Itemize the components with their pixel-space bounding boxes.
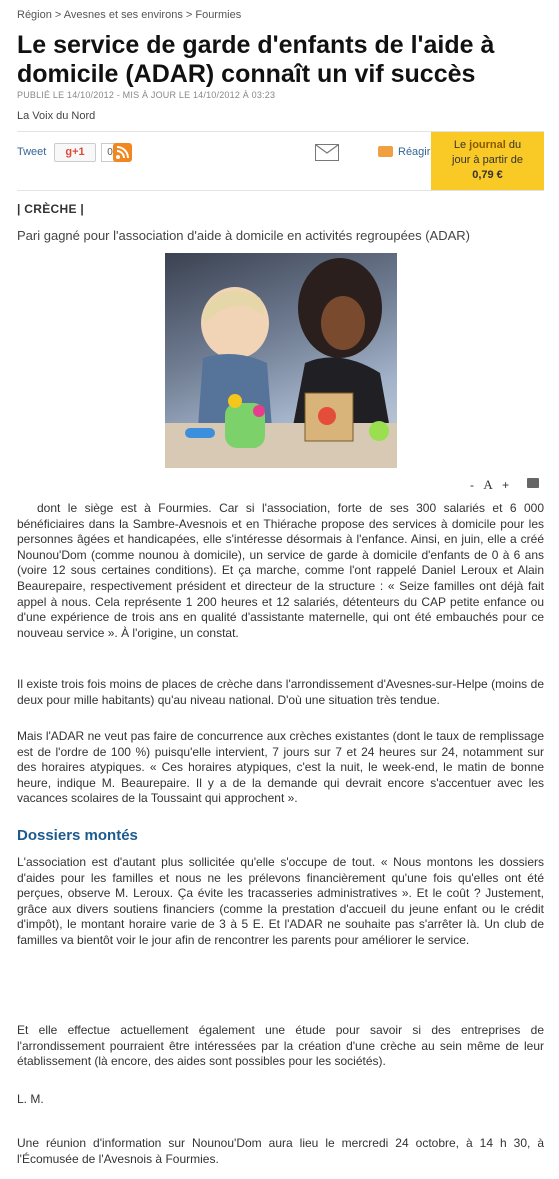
react-link[interactable]: Réagir — [398, 146, 431, 158]
paragraph-info: Une réunion d'information sur Nounou'Dom aura lieu le mercredi 24 octobre, à 14 h 30, à l'Écomusée de l'Avesnois à Fourmies. — [17, 1136, 544, 1166]
share-bar — [17, 131, 544, 191]
promo-line2: jour à partir de — [452, 154, 523, 166]
article-lede: Pari gagné pour l'association d'aide à domicile en activités regroupées (ADAR) — [17, 228, 470, 243]
increase-font-button[interactable]: + — [502, 478, 510, 492]
article-source: La Voix du Nord — [17, 110, 96, 122]
breadcrumb[interactable]: Région > Avesnes et ses environs > Fourmies — [17, 9, 242, 21]
article-title: Le service de garde d'enfants de l'aide à domicile (ADAR) connaît un vif succès — [17, 31, 495, 88]
publish-date: PUBLIÉ LE 14/10/2012 - MIS À JOUR LE 14/10/2012 À 03:23 — [17, 90, 276, 100]
text-size-tools — [470, 477, 515, 493]
section-subhead: Dossiers montés — [17, 827, 138, 844]
author-initials: L. M. — [17, 1092, 44, 1106]
gplus-count: 0 — [101, 143, 119, 162]
paragraph-3: Mais l'ADAR ne veut pas faire de concurrence aux crèches existantes (dont le taux de remplissage est de l'ordre de 100 %) puisqu'elle intervient, 7 jours sur 7 et 24 heures sur 24, notamment sur des horaires atypiques. « Ces horaires atypiques, c'est la nuit, le week-end, le matin de bonne heure, indique M. Beaurepaire. Il y a de la demande qui devrait encore s'accentuer avec les vacances scolaires de la Toussaint qui approchent ». — [17, 729, 544, 806]
promo-text-pre: Le — [453, 139, 470, 151]
font-size-label: A — [483, 477, 493, 492]
article-photo — [165, 253, 397, 468]
mail-icon[interactable] — [315, 144, 339, 161]
paragraph-2: Il existe trois fois moins de places de crèche dans l'arrondissement d'Avesnes-sur-Helpe (moins de deux pour mille habitants) qu'au niveau national. D'où une situation très tendue. — [17, 677, 544, 707]
decrease-font-button[interactable]: - — [470, 478, 474, 492]
comment-icon[interactable] — [378, 146, 393, 157]
promo-journal: journal — [469, 139, 506, 151]
paragraph-4: L'association est d'autant plus sollicitée qu'elle s'occupe de tout. « Nous montons les dossiers d'aides pour les familles et nous ne les prélevons financièrement qu'une fois qu'elles ont été perçues, observe M. Leroux. Ça évite les tracasseries administratives ». Et le coût ? Justement, grâce aux divers soutiens financiers (comme la prestation d'accueil du jeune enfant ou le crédit d'impôt), le montant horaire varie de 3 à 5 E. Et l'ADAR ne souhaite pas s'arrêter là. Un club de familles va bientôt voir le jour afin de rencontrer les parents pour améliorer le service. — [17, 855, 544, 947]
promo-text-post: du — [505, 139, 522, 151]
paragraph-5: Et elle effectue actuellement également une étude pour savoir si des entreprises de l'arrondissement pourraient être intéressées par la création d'une crèche au sein même de leur établissement (là encore, des aides sont possibles pour les sociétés). — [17, 1023, 544, 1069]
tweet-button[interactable]: Tweet — [17, 146, 47, 158]
newspaper-promo[interactable] — [431, 132, 544, 190]
rss-icon[interactable] — [113, 143, 132, 162]
promo-price: 0,79 € — [472, 169, 503, 181]
gplus-button[interactable]: g+1 — [54, 143, 96, 162]
paragraph-1: dont le siège est à Fourmies. Car si l'association, forte de ses 300 salariés et 6 000 bénéficiaires dans la Sambre-Avesnois et en Thiérache propose des services à domicile pour les personnes âgées et handicapées, elle s'intéresse désormais à l'enfance. Ainsi, en juin, elle a créé Nounou'Dom (comme nounou à domicile), un service de garde à domicile d'enfants de 0 à 6 ans (voire 12 sous certaines conditions). Et ça marche, comme l'ont rappelé Daniel Leroux et Alain Beaurepaire, respectivement président et directeur de la structure : « Seize familles ont déjà fait appel à nous. Cela représente 1 200 heures et 12 salariés, détenteurs du CAP petite enfance ou d'une expérience de trois ans en qualité d'assistante maternelle, qui ont été embauchés pour ce nouveau service ». À l'origine, un constat. — [17, 501, 544, 640]
print-icon[interactable] — [527, 478, 539, 488]
section-tag: | CRÈCHE | — [17, 202, 85, 216]
